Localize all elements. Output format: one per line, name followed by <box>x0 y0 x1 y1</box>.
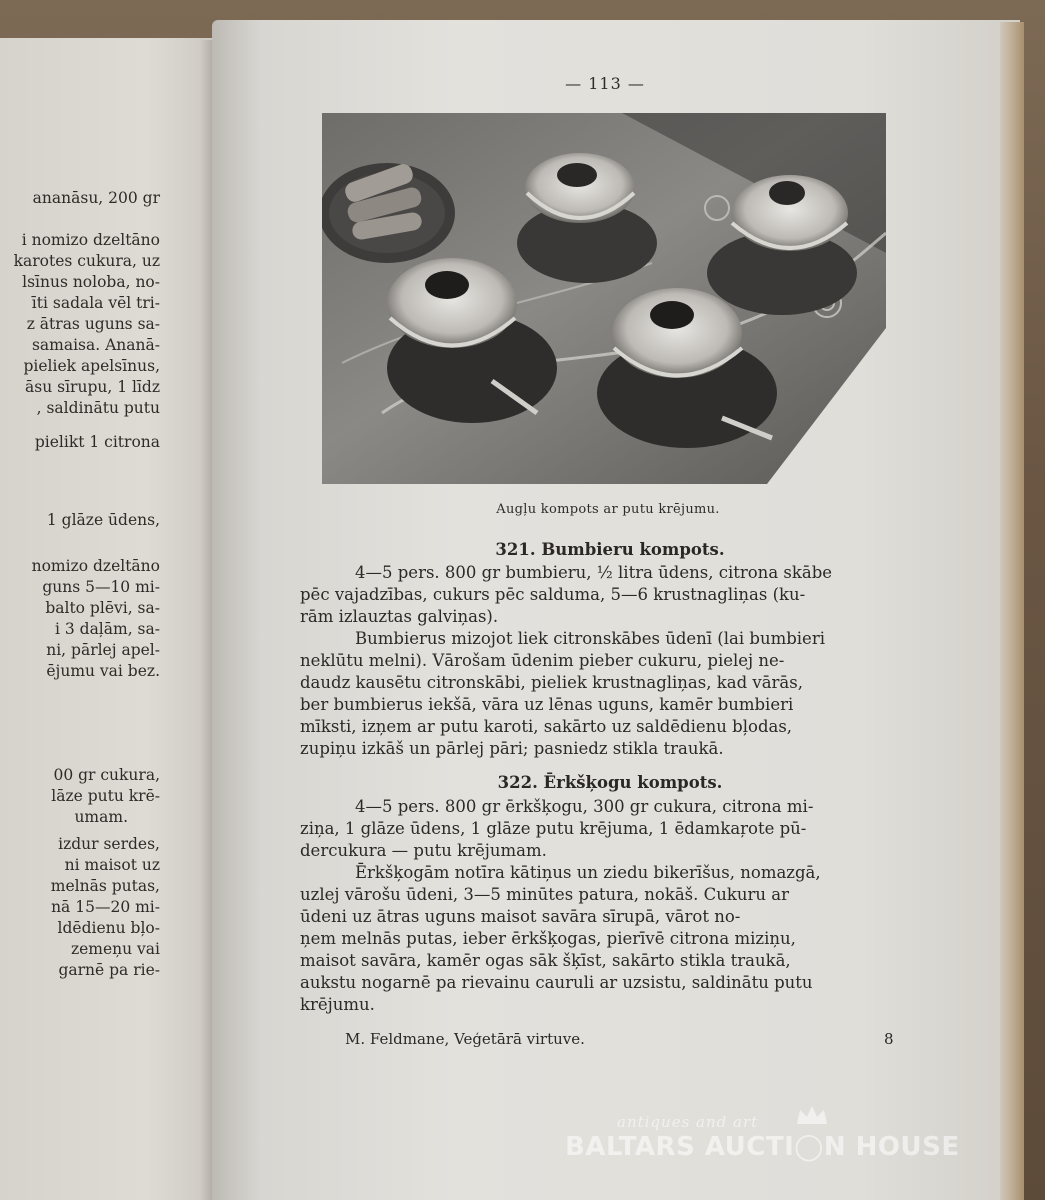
recipe-321-line: daudz kausētu citronskābi, pieliek krustnagliņas, kad vārās, <box>300 673 803 692</box>
recipe-321-line: ber bumbierus iekšā, vāra uz lēnas uguns, kamēr bumbieri <box>300 695 794 714</box>
recipe-322-line: aukstu nogarnē pa rievainu cauruli ar uzsistu, saldinātu putu <box>300 973 813 992</box>
recipe-322-line: Ērkšķogām notīra kātiņus un ziedu bikerīšus, nomazgā, <box>355 863 821 882</box>
left-line: 00 gr cukura, <box>53 766 160 784</box>
recipe-322-line: maisot savāra, kamēr ogas sāk šķīst, sakārto stikla traukā, <box>300 951 791 970</box>
left-line: pielikt 1 citrona <box>34 433 160 451</box>
recipe-322-line: dercukura — putu krējumam. <box>300 841 547 860</box>
recipe-322-line: ūdeni uz ātras uguns maisot savāra sīrupā, vārot no- <box>300 907 741 926</box>
recipe-321-line: pēc vajadzības, cukurs pēc salduma, 5—6 krustnagliņas (ku- <box>300 585 806 604</box>
left-line: , saldinātu putu <box>36 399 160 417</box>
footer-sheet-number: 8 <box>884 1030 894 1048</box>
left-line: i nomizo dzeltāno <box>21 231 160 249</box>
recipe-322-line: ziņa, 1 glāze ūdens, 1 glāze putu krējuma, 1 ēdamkaŗote pū- <box>300 819 807 838</box>
left-line: melnās putas, <box>50 877 160 895</box>
left-line: garnē pa rie- <box>58 961 160 979</box>
auction-watermark <box>565 1110 965 1170</box>
left-line: balto plēvi, sa- <box>45 599 160 617</box>
left-line: lsīnus noloba, no- <box>22 273 160 291</box>
left-line: ni, pārlej apel- <box>46 641 160 659</box>
left-line: z ātras uguns sa- <box>26 315 160 333</box>
left-line: umam. <box>74 808 128 826</box>
recipe-321-line: zupiņu izkāš un pārlej pāri; pasniedz stikla traukā. <box>300 739 724 758</box>
watermark-brand: BALTARS AUCTI◯N HOUSE <box>565 1132 960 1162</box>
photo-caption: Augļu kompots ar putu krējumu. <box>496 502 720 517</box>
left-line: guns 5—10 mi- <box>42 578 160 596</box>
page-number: — 113 — <box>565 74 645 93</box>
recipe-321-line: mīksti, izņem ar putu karoti, sakārto uz saldēdienu bļodas, <box>300 717 793 736</box>
recipe-322-line: 4—5 pers. 800 gr ērkšķogu, 300 gr cukura, citrona mi- <box>355 797 814 816</box>
left-line: samaisa. Ananā- <box>31 336 160 354</box>
left-line: āsu sīrupu, 1 līdz <box>25 378 160 396</box>
recipe-321-line: 4—5 pers. 800 gr bumbieru, ½ litra ūdens, citrona skābe <box>355 563 833 582</box>
left-line: i 3 daļām, sa- <box>54 620 160 638</box>
page-edges <box>1000 22 1024 1200</box>
recipe-321-title: 321. Bumbieru kompots. <box>495 540 725 559</box>
dessert-photo <box>322 113 886 484</box>
left-line: ni maisot uz <box>64 856 160 874</box>
recipe-321-line: Bumbierus mizojot liek citronskābes ūdenī (lai bumbieri <box>355 629 825 648</box>
left-line: ldēdienu bļo- <box>57 919 160 937</box>
left-line: ananāsu, 200 gr <box>32 189 160 207</box>
recipe-322-title: 322. Ērkšķogu kompots. <box>497 773 723 792</box>
left-line: ējumu vai bez. <box>46 662 160 680</box>
left-line: karotes cukura, uz <box>13 252 160 270</box>
recipe-322-line: ņem melnās putas, ieber ērkšķogas, pierīvē citrona miziņu, <box>300 929 796 948</box>
left-line: lāze putu krē- <box>51 787 160 805</box>
recipe-322-line: uzlej vārošu ūdeni, 3—5 minūtes patura, nokāš. Cukuru ar <box>300 885 789 904</box>
left-line: nomizo dzeltāno <box>31 557 160 575</box>
left-line: izdur serdes, <box>58 835 160 853</box>
left-line: nā 15—20 mi- <box>51 898 160 916</box>
watermark-tagline: antiques and art <box>617 1113 759 1131</box>
left-line: pieliek apelsīnus, <box>23 357 160 375</box>
recipe-322-line: krējumu. <box>300 995 375 1014</box>
recipe-321-line: rām izlauztas galviņas). <box>300 607 499 626</box>
crown-icon <box>795 1104 829 1128</box>
left-line: zemeņu vai <box>70 940 160 958</box>
recipe-321-line: neklūtu melni). Vārošam ūdenim pieber cukuru, pielej ne- <box>300 651 785 670</box>
footer-author: M. Feldmane, Veģetārā virtuve. <box>345 1030 585 1048</box>
left-line: 1 glāze ūdens, <box>46 511 160 529</box>
left-line: īti sadala vēl tri- <box>31 294 160 312</box>
